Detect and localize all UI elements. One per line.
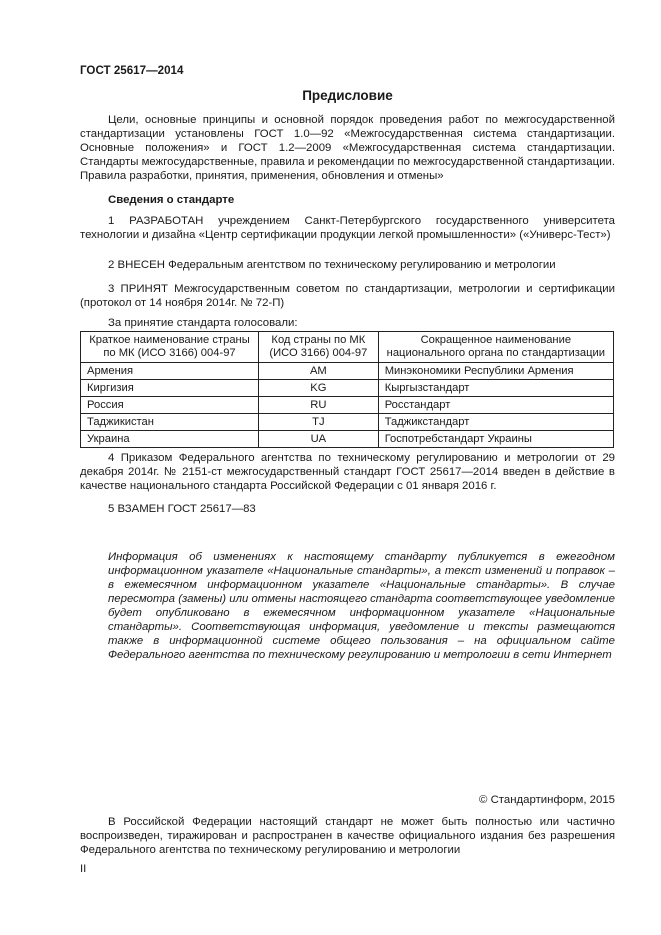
intro-paragraph: Цели, основные принципы и основной порядок проведения работ по межгосударственной стандартизации установлены ГОСТ 1.0—92 «Межгосударственная система стандартизации. Основные положения» и ГОСТ 1.2—2009 «Межгосударственная система стандартизации. Стандарты межгосударственные, правила и рекомендации по межгосударственной стандартизации. Правила разработки, принятия, применения, обновления и отмены» — [80, 114, 615, 182]
table-header-body: Сокращенное наименование национального органа по стандартизации — [378, 332, 613, 363]
paragraph-replaces: 5 ВЗАМЕН ГОСТ 25617—83 — [108, 503, 256, 515]
table-cell-country: Таджикистан — [81, 414, 259, 431]
page-number: II — [80, 863, 87, 875]
table-cell-country: Украина — [81, 431, 259, 448]
document-code: ГОСТ 25617—2014 — [80, 64, 184, 77]
table-header-code: Код страны по МК (ИСО 3166) 004-97 — [259, 332, 379, 363]
section-subtitle: Сведения о стандарте — [108, 194, 235, 206]
table-cell-body: Минэкономики Республики Армения — [378, 363, 613, 380]
table-cell-code: TJ — [259, 414, 379, 431]
table-cell-body: Кыргызстандарт — [378, 380, 613, 397]
table-row — [81, 414, 614, 431]
changes-information: Информация об изменениях к настоящему стандарту публикуется в ежегодном информационном указателе «Национальные стандарты», а текст изменений и поправок – в ежемесячном информационном указателе «Национальные стандарты». В случае пересмотра (замены) или отмены настоящего стандарта соответствующее уведомление будет опубликовано в ежемесячном информационном указателе «Национальные стандарты». Соответствующая информация, уведомление и тексты размещаются также в информационной системе общего пользования – на официальном сайте Федерального агентства по техническому регулированию и метрологии в сети Интернет — [108, 551, 615, 661]
copyright: © Стандартинформ, 2015 — [479, 794, 615, 806]
table-cell-body: Таджикстандарт — [378, 414, 613, 431]
table-row — [81, 431, 614, 448]
table-cell-country: Россия — [81, 397, 259, 414]
table-cell-code: UA — [259, 431, 379, 448]
vote-label: За принятие стандарта голосовали: — [108, 317, 298, 329]
table-row — [81, 363, 614, 380]
paragraph-adopted: 3 ПРИНЯТ Межгосударственным советом по стандартизации, метрологии и сертификации (протокол от 14 ноября 2014г. № 72-П) — [80, 283, 615, 309]
table-cell-country: Армения — [81, 363, 259, 380]
page-title: Предисловие — [302, 88, 393, 103]
paragraph-developed: 1 РАЗРАБОТАН учреждением Санкт-Петербургского государственного университета технологии и дизайна «Центр сертификации продукции легкой промышленности» («Универс-Тест») — [80, 215, 615, 241]
table-cell-code: KG — [259, 380, 379, 397]
table-cell-country: Киргизия — [81, 380, 259, 397]
table-row — [81, 380, 614, 397]
table-cell-code: AM — [259, 363, 379, 380]
table-cell-code: RU — [259, 397, 379, 414]
countries-table — [80, 331, 614, 448]
legal-notice: В Российской Федерации настоящий стандарт не может быть полностью или частично воспроизведен, тиражирован и распространен в качестве официального издания без разрешения Федерального агентства по техническому регулированию и метрологии — [80, 816, 615, 856]
table-cell-body: Росстандарт — [378, 397, 613, 414]
paragraph-order: 4 Приказом Федерального агентства по техническому регулированию и метрологии от 29 декабря 2014г. № 2151-ст межгосударственный стандарт ГОСТ 25617—2014 введен в действие в качестве национального стандарта Российской Федерации с 01 января 2016 г. — [80, 452, 615, 492]
table-row — [81, 397, 614, 414]
paragraph-introduced: 2 ВНЕСЕН Федеральным агентством по техническому регулированию и метрологии — [108, 259, 556, 271]
table-header-row — [81, 332, 614, 363]
table-cell-body: Госпотребстандарт Украины — [378, 431, 613, 448]
table-header-country: Краткое наименование страны по МК (ИСО 3166) 004-97 — [81, 332, 259, 363]
